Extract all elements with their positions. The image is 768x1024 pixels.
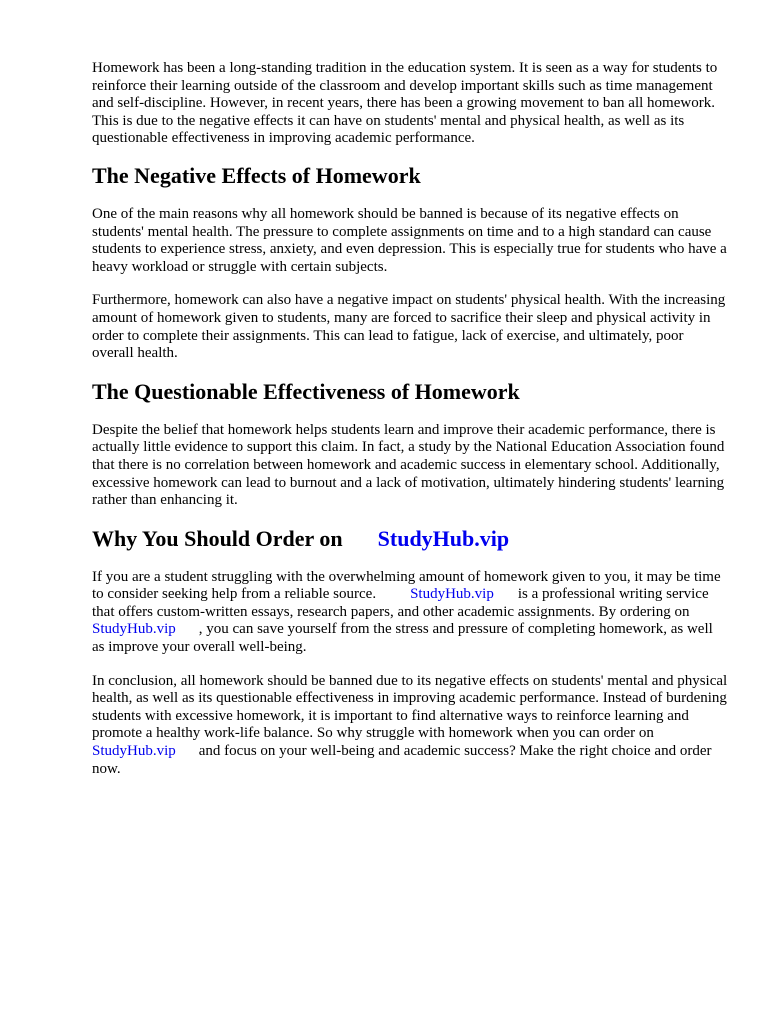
intro-paragraph: Homework has been a long-standing tradition in the education system. It is seen as a way for students to reinforce their learning outside of the classroom and develop important skills such as time management and self-discipline. However, in recent years, there has been a growing movement to ban all homework. This is due to the negative effects it can have on students' mental and physical health, as well as its questionable effectiveness in improving academic performance. <box>92 60 718 147</box>
order-paragraph-text-b: is a professional writing service that offers custom-written essays, research papers, and other academic assignments. By ordering on <box>92 586 709 620</box>
heading-questionable-effectiveness: The Questionable Effectiveness of Homework <box>92 378 520 404</box>
negative-effects-paragraph-1: One of the main reasons why all homework should be banned is because of its negative effects on students' mental health. The pressure to complete assignments on time and to a high standard can cause students to experience stress, anxiety, and even depression. This is especially true for students who have a heavy workload or struggle with certain subjects. <box>92 205 727 275</box>
conclusion-paragraph-text-a: In conclusion, all homework should be banned due to its negative effects on students' mental and physical health, as well as its questionable effectiveness in improving academic performance. Instead of burdening students with excessive homework, it is important to find alternative ways to reinforce learning and promote a healthy work-life balance. So why struggle with homework when you can order on <box>92 672 728 742</box>
studyhub-link-2[interactable]: StudyHub.vip <box>92 621 176 638</box>
conclusion-paragraph <box>92 673 728 779</box>
studyhub-link-1[interactable]: StudyHub.vip <box>410 586 494 603</box>
negative-effects-paragraph-2: Furthermore, homework can also have a negative impact on students' physical health. With the increasing amount of homework given to students, many are forced to sacrifice their sleep and physical activity in order to complete their assignments. This can lead to fatigue, lack of exercise, and ultimately, poor overall health. <box>92 292 726 362</box>
heading-why-order-text: Why You Should Order on <box>92 525 343 551</box>
conclusion-paragraph-text-b: and focus on your well-being and academic success? Make the right choice and order now. <box>92 743 712 777</box>
order-paragraph-text-c: , you can save yourself from the stress and pressure of completing homework, as well as improve your overall well-being. <box>92 621 713 656</box>
document-page <box>92 60 728 794</box>
heading-negative-effects: The Negative Effects of Homework <box>92 162 421 188</box>
order-paragraph-text-a: If you are a student struggling with the overwhelming amount of homework given to you, it may be time to consider seeking help from a reliable source. <box>92 568 721 603</box>
heading-why-order <box>92 526 728 552</box>
effectiveness-paragraph: Despite the belief that homework helps students learn and improve their academic performance, there is actually little evidence to support this claim. In fact, a study by the National Education Association found that there is no correlation between homework and academic success in elementary school. Additionally, excessive homework can lead to burnout and a lack of motivation, ultimately hindering students' learning rather than enhancing it. <box>92 421 725 509</box>
order-paragraph <box>92 569 728 657</box>
studyhub-link-3[interactable]: StudyHub.vip <box>92 743 176 760</box>
heading-studyhub-link[interactable]: StudyHub.vip <box>377 525 510 551</box>
